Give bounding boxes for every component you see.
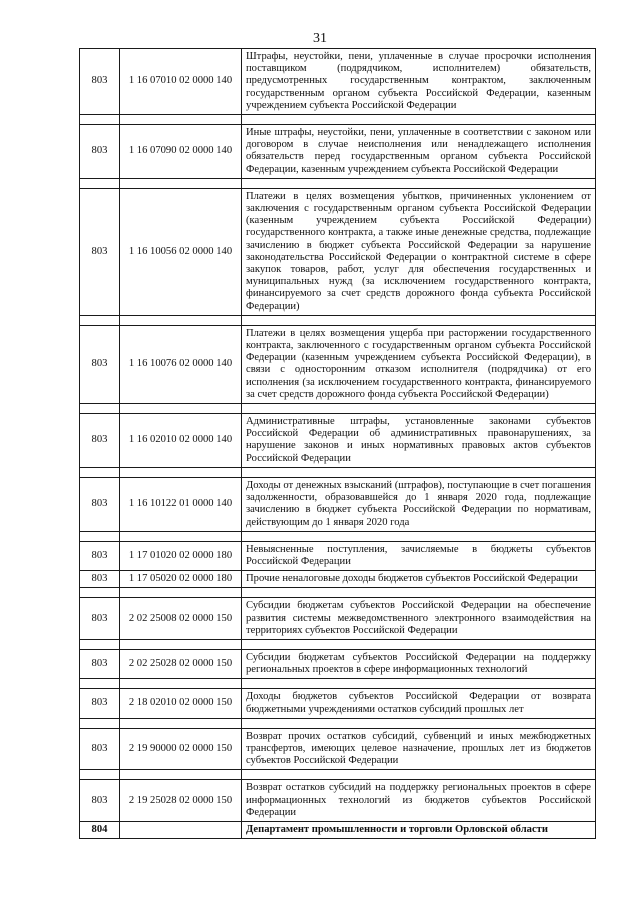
row-spacer <box>80 178 596 188</box>
table-row <box>80 728 596 770</box>
revenue-description-cell: Доходы бюджетов субъектов Российской Федерации от возврата бюджетными учреждениями остатков субсидий прошлых лет <box>242 689 596 718</box>
admin-code-cell: 803 <box>80 477 120 531</box>
page-number: 31 <box>313 31 327 46</box>
budget-classification-code-cell: 2 18 02010 02 0000 150 <box>120 689 242 718</box>
budget-classification-code-cell: 1 16 07090 02 0000 140 <box>120 125 242 179</box>
revenue-description-cell: Платежи в целях возмещения ущерба при расторжении государственного контракта, заключенного с государственным органом субъекта Российской Федерации (казенным учреждением субъекта Российской Федерации), в связи с односторонним отказом исполнителя (подрядчика) от его исполнения (за исключением государственного контракта, финансируемого за счет средств дорожного фонда субъекта Российской Федерации) <box>242 325 596 403</box>
budget-classification-code-cell: 2 02 25028 02 0000 150 <box>120 649 242 678</box>
table-row <box>80 125 596 179</box>
revenue-description-cell: Доходы от денежных взысканий (штрафов), поступающие в счет погашения задолженности, образовавшейся до 1 января 2020 года, подлежащие зачислению в бюджет субъекта Российской Федерации по нормативам, действующим до 1 января 2020 года <box>242 477 596 531</box>
revenue-description-cell: Субсидии бюджетам субъектов Российской Федерации на обеспечение развития системы межведомственного электронного взаимодействия на территориях субъектов Российской Федерации <box>242 598 596 640</box>
budget-classification-code-cell: 2 19 90000 02 0000 150 <box>120 728 242 770</box>
revenue-description-cell: Иные штрафы, неустойки, пени, уплаченные в соответствии с законом или договором в случае неисполнения или ненадлежащего исполнения обязательств перед государственным органом субъекта Российской Федерации, казенным учреждением субъекта Российской Федерации <box>242 125 596 179</box>
revenue-description-cell: Субсидии бюджетам субъектов Российской Федерации на поддержку региональных проектов в сфере информационных технологий <box>242 649 596 678</box>
row-spacer <box>80 770 596 780</box>
admin-code-cell: 803 <box>80 728 120 770</box>
budget-classification-code-cell: 1 17 01020 02 0000 180 <box>120 541 242 570</box>
budget-classification-code-cell: 2 02 25008 02 0000 150 <box>120 598 242 640</box>
admin-code-cell: 803 <box>80 780 120 822</box>
row-spacer <box>80 679 596 689</box>
revenue-description-cell: Прочие неналоговые доходы бюджетов субъектов Российской Федерации <box>242 571 596 588</box>
row-spacer <box>80 115 596 125</box>
table-row <box>80 188 596 315</box>
revenue-description-cell: Невыясненные поступления, зачисляемые в бюджеты субъектов Российской Федерации <box>242 541 596 570</box>
table-row <box>80 780 596 822</box>
admin-code-cell: 803 <box>80 598 120 640</box>
admin-code-cell: 803 <box>80 325 120 403</box>
revenue-description-cell: Административные штрафы, установленные законами субъектов Российской Федерации об административных правонарушениях, за нарушение законов и иных нормативных правовых актов субъектов Российской Федерации <box>242 414 596 468</box>
row-spacer <box>80 588 596 598</box>
revenue-description-cell: Штрафы, неустойки, пени, уплаченные в случае просрочки исполнения поставщиком (подрядчиком, исполнителем) обязательств, предусмотренных государственным контрактом, заключенным государственным органом субъекта Российской Федерации, казенным учреждением субъекта Российской Федерации <box>242 49 596 115</box>
revenue-description-cell: Возврат прочих остатков субсидий, субвенций и иных межбюджетных трансфертов, имеющих целевое назначение, прошлых лет из бюджетов субъектов Российской Федерации <box>242 728 596 770</box>
table-row <box>80 689 596 718</box>
table-body <box>80 49 596 839</box>
table-row <box>80 598 596 640</box>
department-section-row <box>80 821 596 838</box>
table-row <box>80 49 596 115</box>
admin-code-cell: 803 <box>80 125 120 179</box>
admin-code-cell: 803 <box>80 414 120 468</box>
budget-classification-code-cell: 1 16 10076 02 0000 140 <box>120 325 242 403</box>
department-code-cell: 804 <box>80 821 120 838</box>
row-spacer <box>80 718 596 728</box>
table-row <box>80 414 596 468</box>
admin-code-cell: 803 <box>80 188 120 315</box>
table-row <box>80 477 596 531</box>
table-row <box>80 649 596 678</box>
department-kbk-cell <box>120 821 242 838</box>
row-spacer <box>80 467 596 477</box>
row-spacer <box>80 404 596 414</box>
admin-code-cell: 803 <box>80 571 120 588</box>
budget-classification-code-cell: 2 19 25028 02 0000 150 <box>120 780 242 822</box>
row-spacer <box>80 531 596 541</box>
table-row <box>80 571 596 588</box>
budget-classification-code-cell: 1 16 10122 01 0000 140 <box>120 477 242 531</box>
department-name-cell: Департамент промышленности и торговли Орловской области <box>242 821 596 838</box>
row-spacer <box>80 315 596 325</box>
revenue-description-cell: Возврат остатков субсидий на поддержку региональных проектов в сфере информационных технологий из бюджетов субъектов Российской Федерации <box>242 780 596 822</box>
admin-code-cell: 803 <box>80 649 120 678</box>
table-row <box>80 541 596 570</box>
table-row <box>80 325 596 403</box>
row-spacer <box>80 639 596 649</box>
budget-classification-code-cell: 1 17 05020 02 0000 180 <box>120 571 242 588</box>
budget-classification-code-cell: 1 16 10056 02 0000 140 <box>120 188 242 315</box>
admin-code-cell: 803 <box>80 689 120 718</box>
admin-code-cell: 803 <box>80 49 120 115</box>
revenue-codes-table <box>79 48 596 839</box>
budget-classification-code-cell: 1 16 07010 02 0000 140 <box>120 49 242 115</box>
revenue-description-cell: Платежи в целях возмещения убытков, причиненных уклонением от заключения с государственным органом субъекта Российской Федерации (казенным учреждением субъекта Российской Федерации) государственного контракта, а также иные денежные средства, подлежащие зачислению в бюджет субъекта Российской Федерации за нарушение законодательства Российской Федерации о контрактной системе в сфере закупок товаров, работ, услуг для обеспечения государственных и муниципальных нужд (за исключением государственного контракта, финансируемого за счет средств дорожного фонда субъекта Российской Федерации) <box>242 188 596 315</box>
admin-code-cell: 803 <box>80 541 120 570</box>
budget-classification-code-cell: 1 16 02010 02 0000 140 <box>120 414 242 468</box>
